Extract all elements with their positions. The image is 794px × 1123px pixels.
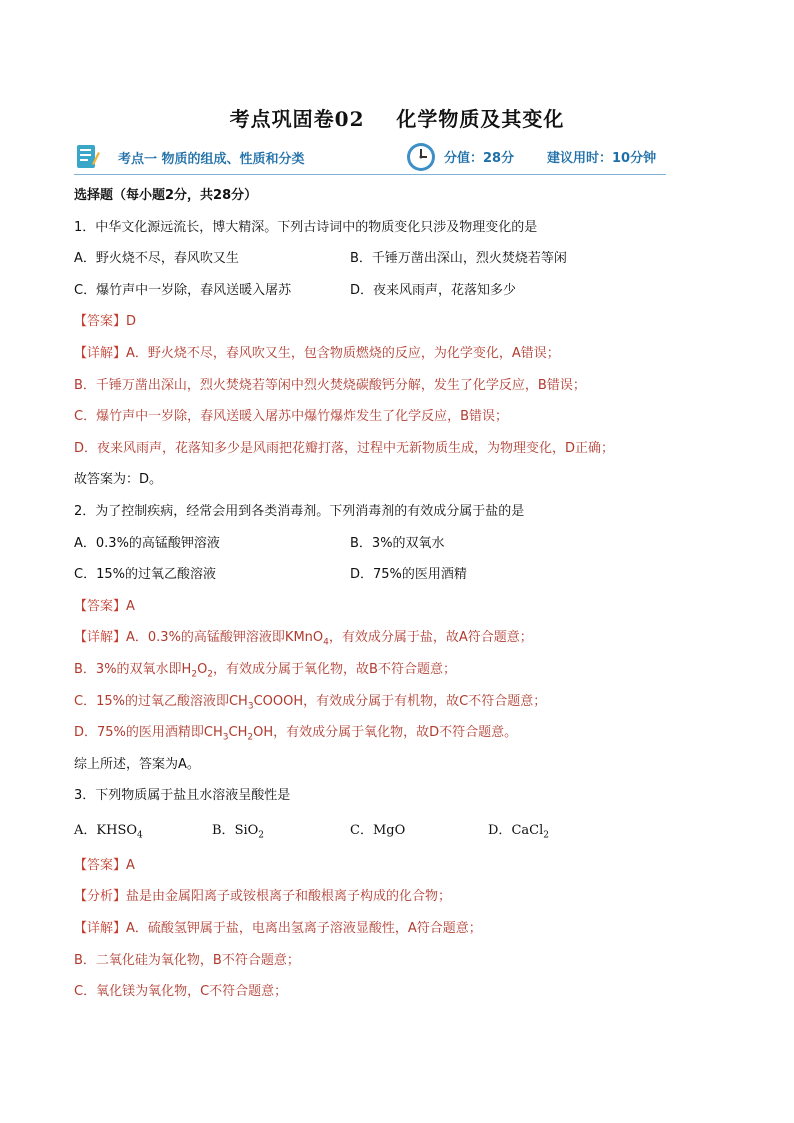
q2-d1-text: A．0.3%的高锰酸钾溶液即KMnO [126, 630, 324, 646]
suggested-time: 建议用时：10分钟 [547, 151, 657, 166]
q1-detail-4: D．夜来风雨声，花落知多少是风雨把花瓣打落，过程中无新物质生成，为物理变化，D正确； [74, 440, 615, 456]
q2-option-d: D．75%的医用酒精 [350, 567, 467, 583]
q2-detail-1 [74, 626, 674, 658]
q3-detail-2: B．二氧化硅为氧化物，B不符合题意； [74, 952, 300, 968]
q3-answer-value: A [126, 857, 135, 873]
subscript: 3 [247, 701, 254, 712]
answer-tag: 【答案】 [74, 857, 127, 873]
q1-option-a: A．野火烧不尽，春风吹又生 [74, 251, 239, 267]
page-title: 考点巩固卷02 化学物质及其变化 [229, 107, 565, 131]
q2-options-row2 [74, 563, 674, 595]
subscript: 2 [191, 669, 198, 680]
subscript: 2 [247, 732, 254, 743]
q2-d2-text: B．3%的双氧水即H [74, 661, 192, 677]
q3-option-a [74, 816, 212, 851]
q2-detail-4 [74, 721, 674, 753]
q2-d4-mid: CH [228, 725, 248, 741]
q3-answer [74, 854, 674, 886]
q1-option-b: B．千锤万凿出深山，烈火焚烧若等闲 [350, 251, 567, 267]
detail-tag: 【详解】 [74, 921, 127, 937]
subscript: 4 [137, 830, 143, 841]
score-value: 分值：28分 [444, 151, 515, 166]
q2-detail-text-1 [126, 630, 533, 648]
subscript: 2 [543, 830, 549, 841]
option-prefix: B． [212, 822, 235, 838]
q2-d2-rest: ，有效成分属于氧化物，故B不符合题意； [213, 661, 456, 677]
q2-d3-rest: COOOH，有效成分属于有机物，故C不符合题意； [253, 693, 547, 709]
option-prefix: A． [74, 822, 97, 838]
q3-options [74, 816, 674, 854]
q1-options-row2 [74, 279, 674, 311]
q3-stem: 3．下列物质属于盐且水溶液呈酸性是 [74, 788, 291, 804]
question-group-header: 选择题（每小题2分，共28分） [74, 188, 258, 203]
question-content [74, 184, 674, 1012]
option-prefix: C． [350, 822, 373, 838]
formula: KHSO [96, 822, 138, 838]
q1-detail-3: C．爆竹声中一岁除，春风送暖入屠苏中爆竹爆炸发生了化学反应，B错误； [74, 409, 508, 425]
q2-option-a: A．0.3%的高锰酸钾溶液 [74, 535, 220, 551]
q1-stem: 1．中华文化源远流长，博大精深。下列古诗词中的物质变化只涉及物理变化的是 [74, 219, 538, 235]
q2-d1-rest: ，有效成分属于盐，故A符合题意； [328, 630, 533, 646]
detail-tag: 【详解】 [74, 630, 127, 646]
q1-answer [74, 310, 674, 342]
clock-icon [406, 142, 436, 172]
option-prefix: D． [488, 822, 512, 838]
q2-detail-2 [74, 658, 674, 690]
q2-stem: 2．为了控制疾病，经常会用到各类消毒剂。下列消毒剂的有效成分属于盐的是 [74, 503, 525, 519]
q3-detail-1 [74, 917, 674, 949]
formula: SiO [234, 822, 259, 838]
q1-option-c: C．爆竹声中一岁除，春风送暖入屠苏 [74, 282, 292, 298]
q3-option-b [212, 816, 350, 851]
q3-analysis [74, 885, 674, 917]
q2-d3-text: C．15%的过氧乙酸溶液即CH [74, 693, 248, 709]
answer-tag: 【答案】 [74, 598, 127, 614]
q3-analysis-text: 盐是由金属阳离子或铵根离子和酸根离子构成的化合物； [126, 889, 452, 905]
q2-options-row1 [74, 532, 674, 564]
formula: CaCl [511, 822, 544, 838]
q3-option-c [350, 816, 488, 846]
section-label: 考点一 物质的组成、性质和分类 [118, 152, 305, 167]
q2-detail-3 [74, 690, 674, 722]
subscript: 2 [207, 669, 214, 680]
q3-detail-text-1: A．硫酸氢钾属于盐，电离出氢离子溶液显酸性，A符合题意； [126, 921, 482, 937]
answer-tag: 【答案】 [74, 314, 127, 330]
q2-d2-mid: O [197, 661, 208, 677]
q2-conclusion: 综上所述，答案为A。 [74, 756, 200, 772]
q3-option-d [488, 816, 626, 851]
section-header [74, 140, 666, 175]
q2-option-c: C．15%的过氧乙酸溶液 [74, 567, 216, 583]
analysis-tag: 【分析】 [74, 889, 127, 905]
q2-answer-value: A [126, 598, 135, 614]
subscript: 2 [258, 830, 265, 841]
q1-options-row1 [74, 247, 674, 279]
q1-conclusion: 故答案为：D。 [74, 472, 163, 488]
q1-detail-text-1: A．野火烧不尽，春风吹又生，包含物质燃烧的反应，为化学变化，A错误； [126, 345, 560, 361]
q1-detail-1 [74, 342, 674, 374]
q1-answer-value: D [126, 314, 137, 330]
q1-option-d: D．夜来风雨声，花落知多少 [350, 282, 517, 298]
q2-d4-text: D．75%的医用酒精即CH [74, 725, 223, 741]
q1-detail-2: B．千锤万凿出深山，烈火焚烧若等闲中烈火焚烧碳酸钙分解，发生了化学反应，B错误； [74, 377, 586, 393]
subscript: 4 [323, 637, 329, 648]
q3-detail-3: C．氧化镁为氧化物，C不符合题意； [74, 984, 288, 1000]
q2-option-b: B．3%的双氧水 [350, 535, 445, 551]
subscript: 3 [222, 732, 229, 743]
q2-d4-rest: OH，有效成分属于氧化物，故D不符合题意。 [253, 725, 518, 741]
formula: MgO [372, 822, 406, 838]
notebook-icon [76, 142, 100, 170]
detail-tag: 【详解】 [74, 345, 127, 361]
q2-answer [74, 595, 674, 627]
